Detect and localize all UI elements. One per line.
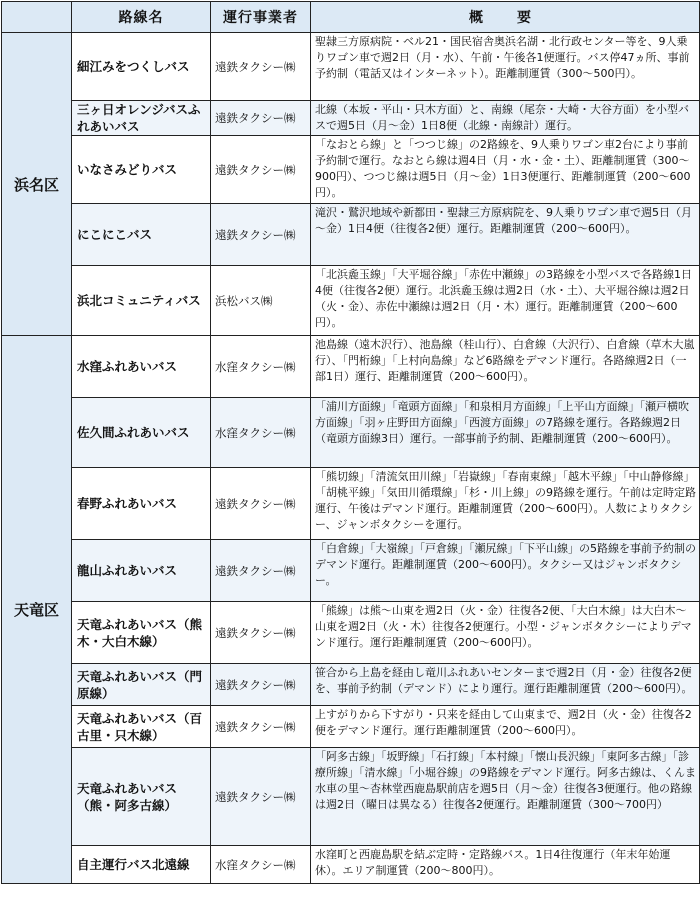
- operator: 遠鉄タクシー㈱: [211, 33, 311, 101]
- route-name: 自主運行バス北遠線: [72, 846, 211, 884]
- route-name: いなさみどりバス: [72, 136, 211, 204]
- operator: 浜松バス㈱: [211, 266, 311, 336]
- route-name: 龍山ふれあいバス: [72, 540, 211, 602]
- table-row: [2, 266, 700, 336]
- operator: 遠鉄タクシー㈱: [211, 602, 311, 664]
- table-row: [2, 398, 700, 468]
- route-name: 浜北コミュニティバス: [72, 266, 211, 336]
- operator: 水窪タクシー㈱: [211, 846, 311, 884]
- ward-cell-tenryu: 天竜区: [2, 336, 72, 884]
- route-name: 天竜ふれあいバス（門原線）: [72, 664, 211, 706]
- summary: 「白倉線」「大嶺線」「戸倉線」「瀬尻線」「下平山線」の5路線を事前予約制のデマンド運行。距離制運賃（200～600円）。タクシー又はジャンボタクシー。: [311, 540, 700, 602]
- header-row: [2, 2, 700, 33]
- summary: 池島線（遠木沢行）、池島線（桂山行）、白倉線（大沢行）、白倉線（草木大嵐行）、「門桁線」「上村向島線」など6路線をデマンド運行。各路線週2日（一部1日）運行、距離制運賃（200～600円）。: [311, 336, 700, 398]
- header-route-name: 路線名: [72, 2, 211, 33]
- summary: 「北浜麁玉線」「大平堀谷線」「赤佐中瀬線」の3路線を小型バスで各路線1日4便（往復各2便）運行。北浜麁玉線は週2日（水・土）、大平堀谷線は週2日（火・金）、赤佐中瀬線は週2日（月・木）運行。距離制運賃（200～600円）。: [311, 266, 700, 336]
- operator: 遠鉄タクシー㈱: [211, 204, 311, 266]
- ward-cell-hamana: 浜名区: [2, 33, 72, 336]
- operator: 遠鉄タクシー㈱: [211, 540, 311, 602]
- table-row: [2, 468, 700, 540]
- bus-routes-table: [1, 1, 700, 884]
- route-name: 天竜ふれあいバス（熊木・大白木線）: [72, 602, 211, 664]
- route-name: 天竜ふれあいバス（百古里・只木線）: [72, 706, 211, 748]
- summary: 笹合から上島を経由し竜川ふれあいセンターまで週2日（月・金）往復各2便を、事前予約制（デマンド）により運行。運行距離制運賃（200～600円）。: [311, 664, 700, 706]
- header-ward: [2, 2, 72, 33]
- operator: 遠鉄タクシー㈱: [211, 101, 311, 136]
- route-name: 水窪ふれあいバス: [72, 336, 211, 398]
- summary: 「熊線」は熊～山東を週2日（火・金）往復各2便、「大白木線」は大白木～山東を週2日（火・木）往復各2便運行。小型・ジャンボタクシーによりデマンド運行。運行距離制運賃（200～600円）。: [311, 602, 700, 664]
- route-name: にこにこバス: [72, 204, 211, 266]
- summary: 上すがりから下すがり・只来を経由して山東まで、週2日（火・金）往復各2便をデマンド運行。運行距離制運賃（200～600円）。: [311, 706, 700, 748]
- operator: 遠鉄タクシー㈱: [211, 136, 311, 204]
- route-name: 佐久間ふれあいバス: [72, 398, 211, 468]
- table-row: [2, 706, 700, 748]
- route-name: 三ヶ日オレンジバスふれあいバス: [72, 101, 211, 136]
- table-row: [2, 540, 700, 602]
- operator: 遠鉄タクシー㈱: [211, 706, 311, 748]
- operator: 遠鉄タクシー㈱: [211, 748, 311, 846]
- route-name: 細江みをつくしバス: [72, 33, 211, 101]
- table-row: [2, 336, 700, 398]
- table-row: [2, 602, 700, 664]
- summary: 滝沢・鷲沢地域や新都田・聖隷三方原病院を、9人乗りワゴン車で週5日（月～金）1日4便（往復各2便）運行。距離制運賃（200～600円）。: [311, 204, 700, 266]
- header-operator: 運行事業者: [211, 2, 311, 33]
- operator: 遠鉄タクシー㈱: [211, 468, 311, 540]
- summary: 北線（本坂・平山・只木方面）と、南線（尾奈・大崎・大谷方面）を小型バスで週5日（月～金）1日8便（北線・南線計）運行。: [311, 101, 700, 136]
- summary: 「熊切線」「清流気田川線」「岩嶽線」「春南東線」「越木平線」「中山静修線」「胡桃平線」「気田川循環線」「杉・川上線」の9路線を運行。午前は定時定路運行、午後はデマンド運行。距離制運賃（200～600円）。人数によりタクシー、ジャンボタクシーを運行。: [311, 468, 700, 540]
- table-row: [2, 664, 700, 706]
- summary: 水窪町と西鹿島駅を結ぶ定時・定路線バス。1日4往復運行（年末年始運休）。エリア制運賃（200～800円）。: [311, 846, 700, 884]
- table-row: [2, 204, 700, 266]
- table-row: [2, 136, 700, 204]
- table-row: [2, 748, 700, 846]
- summary: 「浦川方面線」「竜頭方面線」「和泉相月方面線」「上平山方面線」「瀬戸横吹方面線」「羽ヶ庄野田方面線」「西渡方面線」の7路線を運行。各路線週2日（竜頭方面線3日）運行。一部事前予約制、距離制運賃（200～600円）。: [311, 398, 700, 468]
- operator: 水窪タクシー㈱: [211, 336, 311, 398]
- route-name: 春野ふれあいバス: [72, 468, 211, 540]
- operator: 遠鉄タクシー㈱: [211, 664, 311, 706]
- operator: 水窪タクシー㈱: [211, 398, 311, 468]
- header-summary: 概 要: [311, 2, 700, 33]
- summary: 「なおとら線」と「つつじ線」の2路線を、9人乗りワゴン車2台により事前予約制で運行。なおとら線は週4日（月・水・金・土）、距離制運賃（300～900円）、つつじ線は週5日（月～金）1日3便運行、距離制運賃（200～600円）。: [311, 136, 700, 204]
- table-row: [2, 33, 700, 101]
- table-row: [2, 101, 700, 136]
- summary: 「阿多古線」「坂野線」「石打線」「本村線」「懐山長沢線」「東阿多古線」「診療所線」「清水線」「小堀谷線」の9路線をデマンド運行。阿多古線は、くんま水車の里～杏林堂西鹿島駅前店を週5日（月～金）往復各3便運行。他の路線は週2日（曜日は異なる）往復各2便運行。距離制運賃（300～700円）: [311, 748, 700, 846]
- route-name: 天竜ふれあいバス（熊・阿多古線）: [72, 748, 211, 846]
- table-row: [2, 846, 700, 884]
- summary: 聖隷三方原病院・ベル21・国民宿舎奥浜名湖・北行政センター等を、9人乗りワゴン車で週2日（月・水）、午前・午後各1便運行。バス停47ヵ所、事前予約制（電話又はインターネット）。距離制運賃（300～500円）。: [311, 33, 700, 101]
